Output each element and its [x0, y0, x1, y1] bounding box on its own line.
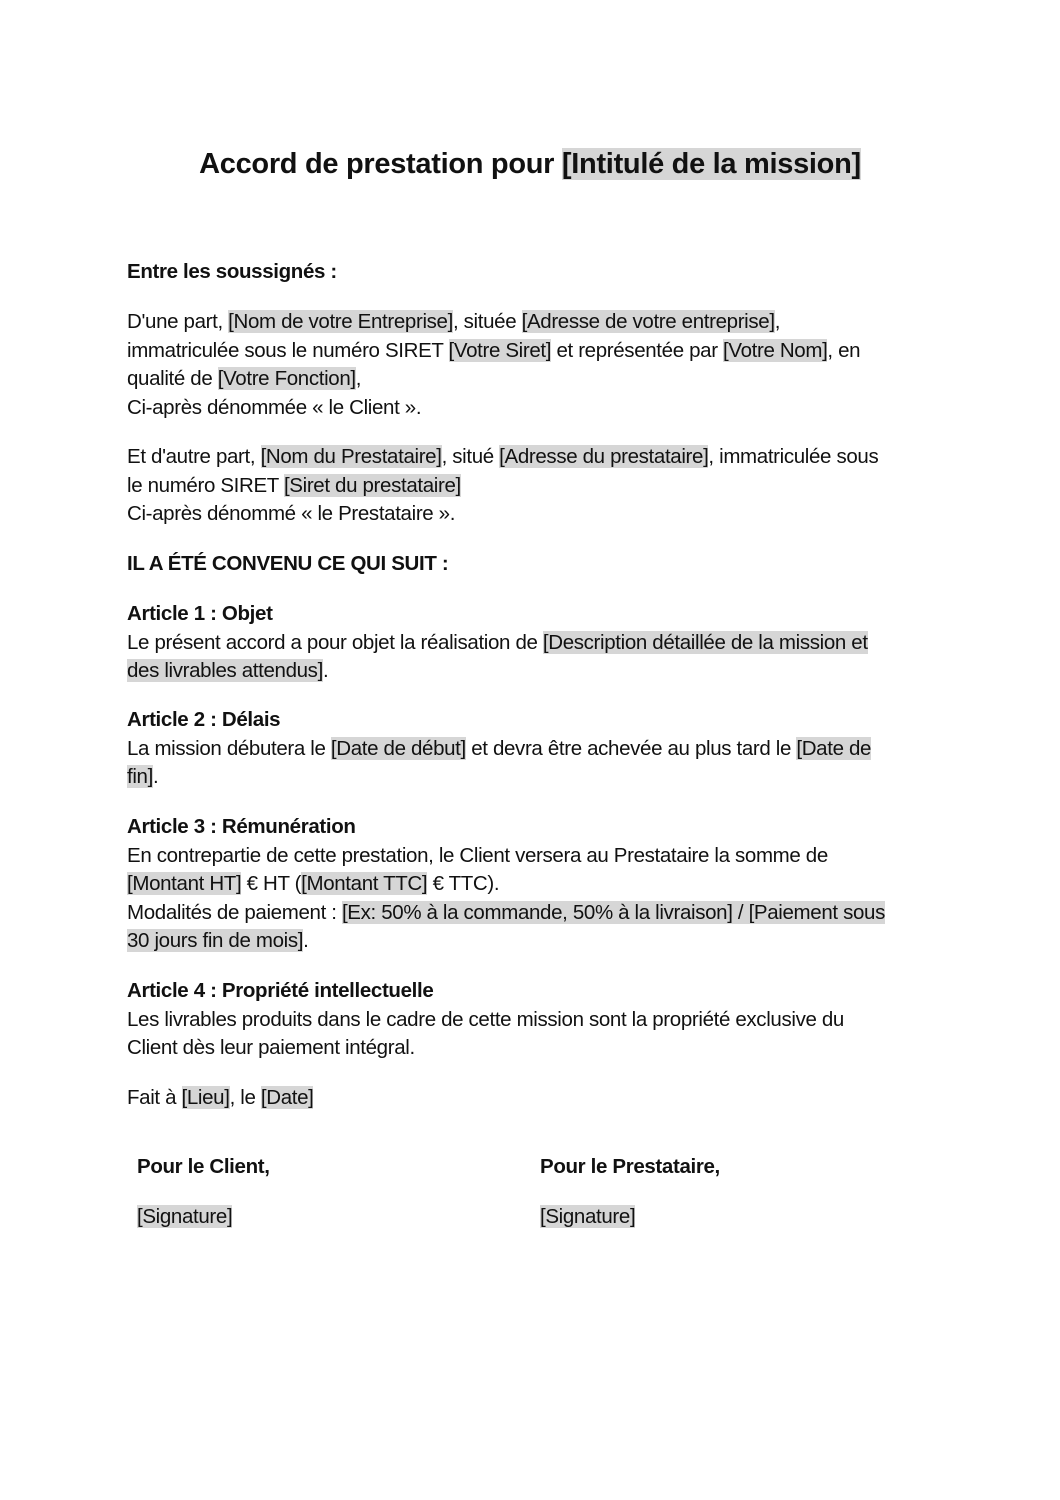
signature-placeholder: [Signature] [137, 1205, 233, 1228]
text: , en [827, 338, 861, 362]
placeholder-your-name: [Votre Nom] [723, 338, 828, 362]
placeholder-end-date: [Date de [796, 736, 872, 760]
placeholder-mission-description: des livrables attendus] [127, 659, 323, 683]
text: La mission débutera le [127, 736, 331, 760]
text-line: Ci-après dénommé « le Prestataire ». [127, 502, 456, 526]
closing-line [127, 1084, 942, 1113]
text-line [127, 735, 942, 764]
placeholder-payment-terms: [Ex: 50% à la commande, 50% à la livraison] / [Paiement sous [341, 900, 885, 924]
placeholder-siret: [Votre Siret] [448, 338, 552, 362]
text: € TTC). [427, 872, 500, 896]
article-heading: Article 1 : Objet [127, 602, 273, 625]
text: le numéro SIRET [127, 473, 284, 497]
placeholder-payment-terms: 30 jours fin de mois] [127, 929, 304, 953]
placeholder-date: [Date] [260, 1086, 314, 1109]
party-client-paragraph [127, 308, 942, 422]
text: . [322, 659, 329, 683]
placeholder-provider-siret: [Siret du prestataire] [283, 473, 461, 497]
text: , immatriculée sous [708, 445, 879, 468]
agreement-heading: IL A ÉTÉ CONVENU CE QUI SUIT : [127, 552, 449, 575]
text-line [127, 337, 942, 366]
provider-signature-placeholder [540, 1205, 635, 1229]
text: , [774, 310, 781, 333]
article-heading: Article 4 : Propriété intellectuelle [127, 979, 434, 1002]
text: Modalités de paiement : [127, 900, 342, 924]
signature-placeholder: [Signature] [540, 1205, 636, 1228]
placeholder-mission-description: [Description détaillée de la mission et [542, 630, 868, 654]
text: . [152, 765, 159, 789]
text-line: En contrepartie de cette prestation, le Client versera au Prestataire la somme de [127, 843, 828, 867]
placeholder-amount-ht: [Montant HT] [127, 872, 242, 896]
text: , située [452, 310, 522, 333]
client-signature-label: Pour le Client, [137, 1155, 270, 1178]
placeholder-company-name: [Nom de votre Entreprise] [228, 310, 453, 333]
text: . [303, 929, 309, 953]
placeholder-company-address: [Adresse de votre entreprise] [521, 310, 775, 333]
text-line [127, 927, 942, 956]
text: D'une part, [127, 310, 229, 333]
client-signature-placeholder [137, 1205, 232, 1229]
provider-signature-label: Pour le Prestataire, [540, 1155, 720, 1178]
text: qualité de [127, 367, 218, 391]
document-title [0, 148, 1060, 181]
text-line [127, 870, 942, 899]
placeholder-place: [Lieu] [181, 1086, 230, 1109]
text: immatriculée sous le numéro SIRET [127, 338, 449, 362]
article-4 [127, 977, 942, 1063]
placeholder-end-date: fin] [127, 765, 153, 789]
article-2 [127, 706, 942, 792]
text-line [127, 443, 942, 472]
text-line [127, 657, 942, 686]
title-text: Accord de prestation pour [199, 148, 562, 180]
placeholder-amount-ttc: [Montant TTC] [301, 872, 428, 896]
text: Fait à [127, 1086, 182, 1109]
placeholder-your-function: [Votre Fonction] [217, 367, 356, 391]
placeholder-start-date: [Date de début] [330, 736, 466, 760]
text: Le présent accord a pour objet la réalisation de [127, 630, 543, 654]
text-line [127, 308, 942, 337]
text-line [127, 629, 942, 658]
text: et devra être achevée au plus tard le [465, 736, 797, 760]
article-1 [127, 600, 942, 686]
text-line: Les livrables produits dans le cadre de cette mission sont la propriété exclusive du [127, 1007, 844, 1031]
text: et représentée par [551, 338, 724, 362]
article-heading: Article 3 : Rémunération [127, 815, 356, 838]
text-line: Client dès leur paiement intégral. [127, 1036, 415, 1060]
text-line [127, 365, 942, 394]
text: Et d'autre part, [127, 445, 261, 468]
text: € HT ( [241, 872, 302, 896]
article-heading: Article 2 : Délais [127, 708, 281, 731]
text-line [127, 899, 942, 928]
title-placeholder: [Intitulé de la mission] [561, 148, 861, 180]
placeholder-provider-name: [Nom du Prestataire] [260, 445, 442, 468]
text-line [127, 472, 942, 501]
text: , le [229, 1086, 261, 1109]
text: , [355, 367, 362, 391]
text-line: Ci-après dénommée « le Client ». [127, 395, 422, 419]
party-provider-paragraph [127, 443, 942, 529]
text-line [127, 763, 942, 792]
article-3 [127, 813, 942, 956]
placeholder-provider-address: [Adresse du prestataire] [499, 445, 709, 468]
text: , situé [441, 445, 500, 468]
parties-heading: Entre les soussignés : [127, 260, 337, 283]
